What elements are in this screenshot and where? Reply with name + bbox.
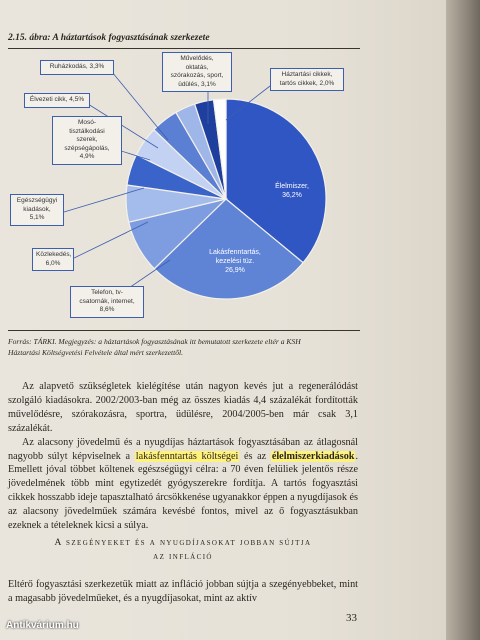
label-muvelodes: Művelődés, oktatás, szórakozás, sport, üdülés, 3,1% bbox=[162, 52, 232, 92]
figure-title: 2.15. ábra: A háztartások fogyasztásának szerkezete bbox=[8, 33, 210, 43]
label-lakas: Lakásfenntartás, kezelési tüz. 26,9% bbox=[209, 249, 261, 274]
figure-source: Forrás: TÁRKI. Megjegyzés: a háztartások fogyasztásának itt bemutatott szerkezete eltér a KSH Háztartási Költségvetési Felvétele által mért szerkezettől. bbox=[8, 337, 301, 357]
label-elvezeti: Élvezeti cikk, 4,5% bbox=[24, 93, 90, 108]
label-moso: Mosó- tisztálkodási szerek, szépségápolás, 4,9% bbox=[52, 116, 122, 165]
paragraph-3: Eltérő fogyasztási szerkezetük miatt az infláció jobban sújtja a szegényebbeket, mint a magasabb jövedelműeket, és a nyugdíjasokat, mint az aktív bbox=[8, 579, 358, 604]
label-egeszseg: Egészségügyi kiadások, 5,1% bbox=[10, 194, 64, 226]
label-haztartasi: Háztartási cikkek, tartós cikkek, 2,0% bbox=[270, 68, 344, 91]
paragraph-2: Az alacsony jövedelmű és a nyugdíjas háztartások fogyasztásában az átlagosnál nagyobb súlyt képviselnek a lakásfenntartás költségei és az élelmiszerkiadások. Emellett jóval többet költenek egészségügyi célra: a 70 éven felüliek jelentős része jövedelmének több mint egytizedét gyógyszerekre fordítja. A tartós fogyasztási cikkek hosszabb ideje tapasztalható árcsökkenése ugyanakkor éppen a nyugdíjasok és az alacsony jövedelműek számára kevésbé fontos, mivel az ő fogyasztásukban ezeknek a tételeknek kicsi a súlya. bbox=[8, 436, 358, 532]
section-heading: A szegényeket és a nyugdíjasokat jobban sújtja az infláció bbox=[54, 538, 312, 562]
label-ruhazkodas: Ruházkodás, 3,3% bbox=[40, 60, 114, 75]
body-text-2 bbox=[8, 578, 358, 606]
pie-chart bbox=[0, 0, 446, 330]
label-kozlekedes: Közlekedés, 6,0% bbox=[32, 248, 74, 271]
label-telefon: Telefon, tv- csatornák, internet, 8,6% bbox=[70, 286, 144, 318]
figure-rule-bottom bbox=[8, 330, 360, 331]
book-spine bbox=[446, 0, 480, 640]
body-text bbox=[8, 380, 358, 533]
highlight-lakasfenntartas: lakásfenntartás költségei bbox=[135, 450, 239, 462]
watermark: Antikvárium.hu bbox=[6, 620, 79, 631]
page-number: 33 bbox=[346, 612, 357, 624]
label-elelmiszer: Élelmiszer, 36,2% bbox=[275, 183, 309, 199]
highlight-elelmiszer: élelmiszerkiadások bbox=[271, 450, 355, 462]
paragraph-1: Az alapvető szükségletek kielégítése után nagyon kevés jut a regenerálódást szolgáló kiadásokra. 2002/2003-ban még az összes kiadás 4,4 százalékát fordították művelődésre, szórakozásra, sportra, üdülésre, 2004/2005-ben már csak 3,1 százalékát. bbox=[8, 381, 358, 434]
